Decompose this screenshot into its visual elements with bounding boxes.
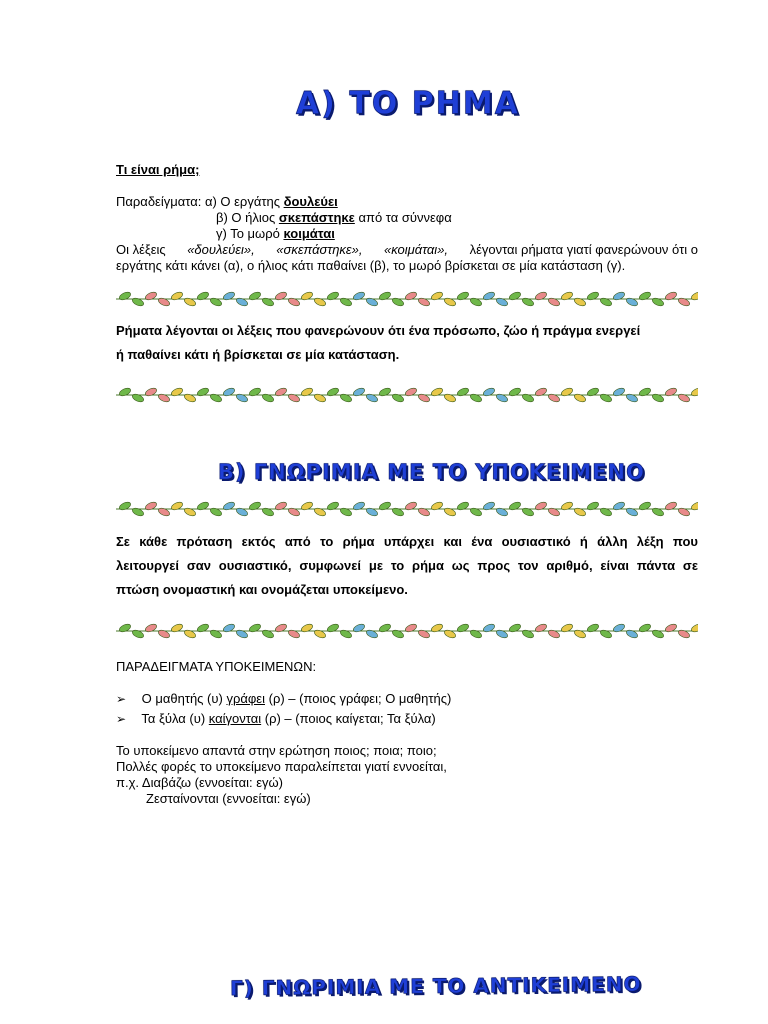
explanation-line-2: εργάτης κάτι κάνει (α), ο ήλιος κάτι παθαίνει (β), το μωρό βρίσκεται σε μία κατάσταση (γ). — [116, 258, 626, 273]
example-a-text: α) Ο εργάτης — [204, 194, 280, 209]
section-a-title: Α) ΤΟ ΡΗΜΑ — [296, 85, 520, 122]
note-line-4: Ζεσταίνονται (εννοείται: εγώ) — [146, 791, 311, 806]
question-heading: Τι είναι ρήμα; — [116, 162, 200, 177]
explanation-line-1 — [116, 242, 698, 258]
section-c-title: Γ) ΓΝΩΡΙΜΙΑ ΜΕ ΤΟ ΑΝΤΙΚΕΙΜΕΝΟ — [229, 971, 642, 1001]
example-a-verb: δουλεύει — [283, 194, 338, 209]
bullet-arrow-icon: ➢ — [116, 712, 127, 726]
leaf-border-divider — [116, 387, 698, 403]
quoted-verb-3: «κοιμάται», — [383, 242, 449, 257]
definition-line-1: Ρήματα λέγονται οι λέξεις που φανερώνουν ότι ένα πρόσωπο, ζώο ή πράγμα ενεργεί — [116, 323, 641, 338]
subject-rule-line-3: πτώση ονομαστική και ονομάζεται υποκείμενο. — [116, 582, 408, 597]
example-b — [216, 210, 452, 226]
bullet-example-1 — [116, 691, 451, 707]
examples-label: Παραδείγματα: — [116, 194, 202, 209]
bullet-2-subject: Τα ξύλα (υ) — [141, 711, 206, 726]
bullet-arrow-icon: ➢ — [116, 692, 127, 706]
example-b-verb: σκεπάστηκε — [278, 210, 355, 225]
example-c-text: γ) Το μωρό — [216, 226, 280, 241]
bullet-1-subject: Ο μαθητής (υ) — [141, 691, 223, 706]
leaf-border-divider — [116, 623, 698, 639]
bullet-1-verb: γράφει — [226, 691, 265, 706]
bullet-2-rest: (ρ) – (ποιος καίγεται; Τα ξύλα) — [264, 711, 436, 726]
subject-rule-line-2: λειτουργεί σαν ουσιαστικό, συμφωνεί με το ρήμα ως προς τον αριθμό, είναι πάντα σε — [116, 558, 698, 573]
definition-line-2: ή παθαίνει κάτι ή βρίσκεται σε μία κατάσταση. — [116, 347, 400, 362]
bullet-2-verb: καίγονται — [208, 711, 262, 726]
quoted-verb-1: «δουλεύει», — [187, 242, 255, 257]
leaf-border-divider — [116, 291, 698, 307]
example-c — [216, 226, 335, 242]
example-b-text: β) Ο ήλιος — [216, 210, 276, 225]
quoted-verb-2: «σκεπάστηκε», — [276, 242, 363, 257]
note-line-2: Πολλές φορές το υποκείμενο παραλείπεται γιατί εννοείται, — [116, 759, 447, 774]
section-b-title: Β) ΓΝΩΡΙΜΙΑ ΜΕ ΤΟ ΥΠΟΚΕΙΜΕΝΟ — [218, 460, 645, 484]
note-line-3: π.χ. Διαβάζω (εννοείται: εγώ) — [116, 775, 284, 790]
bullet-1-rest: (ρ) – (ποιος γράφει; Ο μαθητής) — [268, 691, 452, 706]
examples-heading: ΠΑΡΑΔΕΙΓΜΑΤΑ ΥΠΟΚΕΙΜΕΝΩΝ: — [116, 659, 317, 674]
explanation-end: λέγονται ρήματα γιατί φανερώνουν ότι ο — [469, 242, 698, 257]
bullet-example-2 — [116, 711, 436, 727]
note-line-1: Το υποκείμενο απαντά στην ερώτηση ποιος; ποια; ποιο; — [116, 743, 437, 758]
leaf-border-divider — [116, 501, 698, 517]
example-a — [116, 194, 338, 210]
example-c-verb: κοιμάται — [283, 226, 335, 241]
explanation-start: Οι λέξεις — [116, 242, 166, 257]
example-b-rest: από τα σύννεφα — [358, 210, 452, 225]
subject-rule-line-1: Σε κάθε πρόταση εκτός από το ρήμα υπάρχει και ένα ουσιαστικό ή άλλη λέξη που — [116, 534, 698, 549]
